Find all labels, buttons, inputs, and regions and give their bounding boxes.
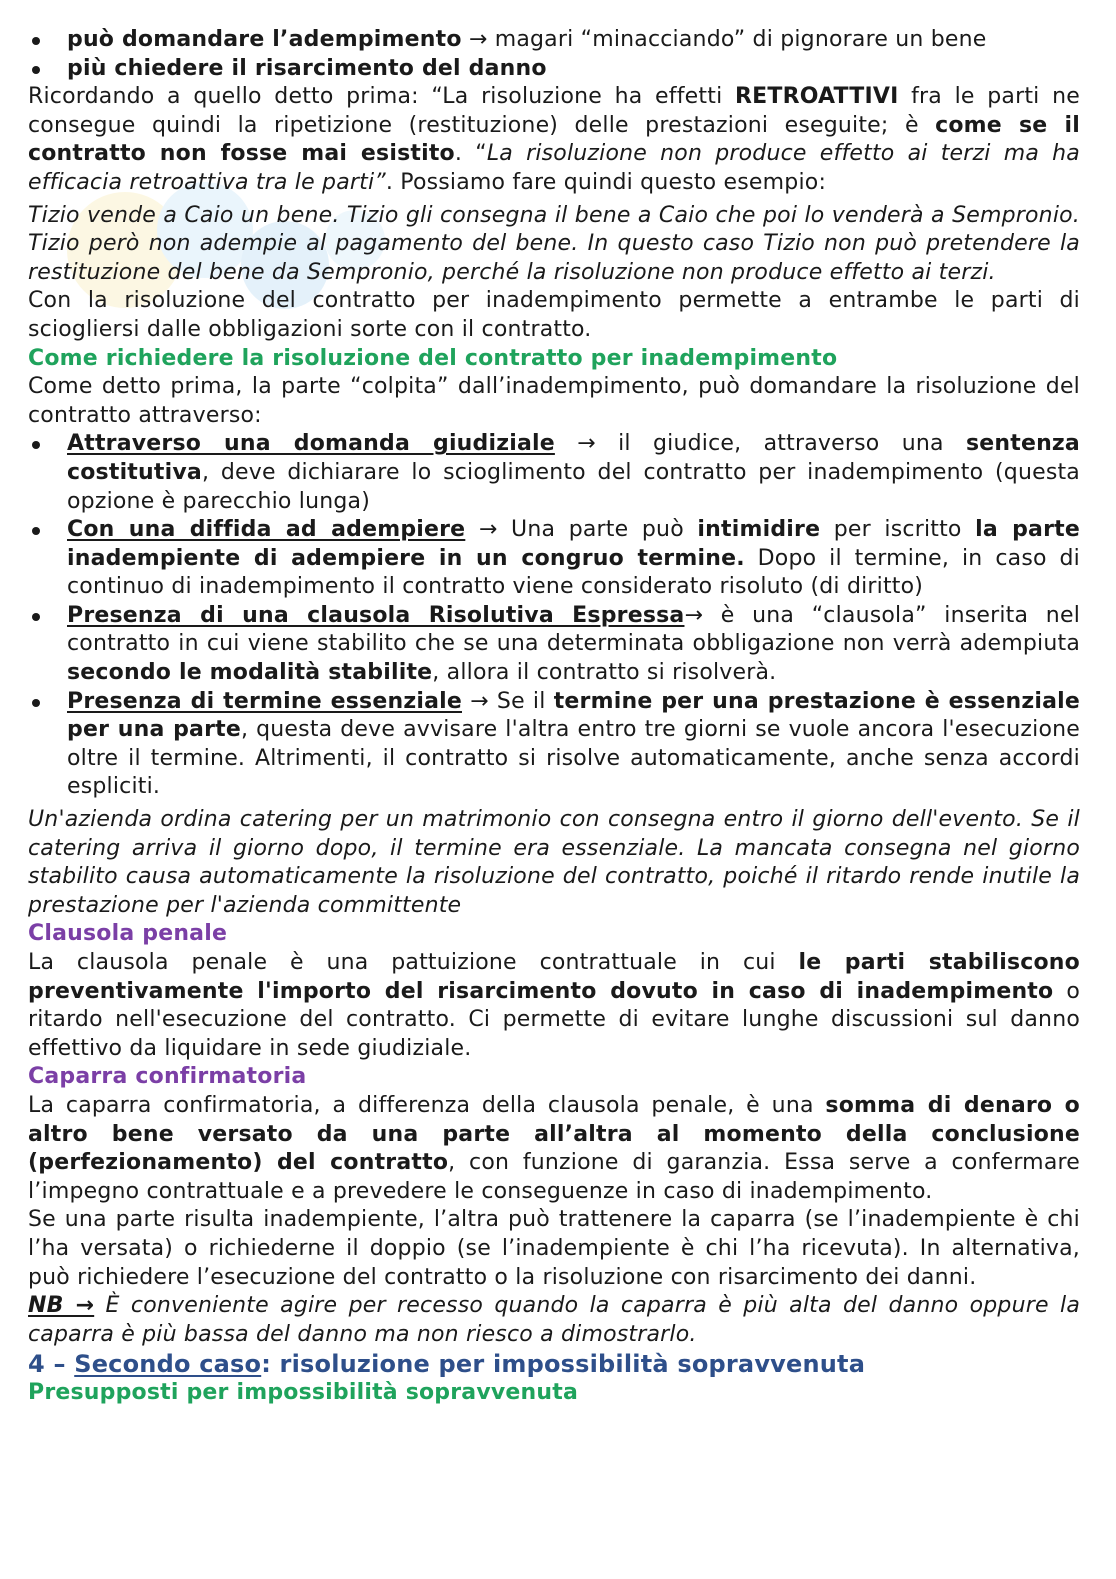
example-tizio-caio: Tizio vende a Caio un bene. Tizio gli consegna il bene a Caio che poi lo venderà a Sempronio. Tizio però non adempie al pagamento del bene. In questo caso Tizio non può pretendere la restituzione del bene da Sempronio, perché la risoluzione non produce effetto ai terzi. bbox=[28, 202, 1080, 285]
heading-richiedere-risoluzione: Come richiedere la risoluzione del contratto per inadempimento bbox=[28, 345, 838, 371]
list-item: Con una diffida ad adempiere → Una parte può intimidire per iscritto la parte inadempiente di adempiere in un congruo termine. Dopo il termine, in caso di continuo di inadempimento il contratto viene considerato risoluto (di diritto) bbox=[28, 516, 1080, 602]
document-page bbox=[28, 26, 1080, 1408]
paragraph-caparra-consequences: Se una parte risulta inadempiente, l’altra può trattenere la caparra (se l’inadempiente è chi l’ha versata) o richiederne il doppio (se l’inadempiente è chi l’ha ricevuta). In alternativa, può richiedere l’esecuzione del contratto o la risoluzione con risarcimento dei danni. bbox=[28, 1207, 1080, 1290]
heading-caparra-confirmatoria: Caparra confirmatoria bbox=[28, 1064, 307, 1090]
list-item: Attraverso una domanda giudiziale → il giudice, attraverso una sentenza costitutiva, deve dichiarare lo scioglimento del contratto per inadempimento (questa opzione è parecchio lunga) bbox=[28, 430, 1080, 516]
paragraph-retroactive-effects: Ricordando a quello detto prima: “La risoluzione ha effetti RETROATTIVI fra le parti ne consegue quindi la ripetizione (restituzione) delle prestazioni eseguite; è come se il contratto non fosse mai esistito. “La risoluzione non produce effetto ai terzi ma ha efficacia retroattiva tra le parti”. Possiamo fare quindi questo esempio: bbox=[28, 84, 1080, 195]
list-item: può domandare l’adempimento → magari “minacciando” di pignorare un bene bbox=[28, 26, 1080, 55]
paragraph-caparra: La caparra confirmatoria, a differenza della clausola penale, è una somma di denaro o altro bene versato da una parte all’altra al momento della conclusione (perfezionamento) del contratto, con funzione di garanzia. Essa serve a confermare l’impegno contrattuale e a prevedere le conseguenze in caso di inadempimento. bbox=[28, 1092, 1080, 1204]
list-item: più chiedere il risarcimento del danno bbox=[28, 55, 1080, 84]
list-item: Presenza di una clausola Risolutiva Espressa→ è una “clausola” inserita nel contratto in cui viene stabilito che se una determinata obbligazione non verrà adempiuta secondo le modalità stabilite, allora il contratto si risolverà. bbox=[28, 602, 1080, 688]
bullet-list-resolution-modes bbox=[28, 430, 1080, 802]
paragraph-resolution-effect: Con la risoluzione del contratto per inadempimento permette a entrambe le parti di sciogliersi dalle obbligazioni sorte con il contratto. bbox=[28, 288, 1080, 342]
example-catering: Un'azienda ordina catering per un matrimonio con consegna entro il giorno dell'evento. Se il catering arriva il giorno dopo, il termine era essenziale. La mancata consegna nel giorno stabilito causa automaticamente la risoluzione del contratto, poiché il ritardo rende inutile la prestazione per l'azienda committente bbox=[28, 807, 1080, 918]
list-item: Presenza di termine essenziale → Se il termine per una prestazione è essenziale per una parte, questa deve avvisare l'altra entro tre giorni se vuole ancora l'esecuzione oltre il termine. Altrimenti, il contratto si risolve automaticamente, anche senza accordi espliciti. bbox=[28, 688, 1080, 802]
heading-section-4: 4 – Secondo caso: risoluzione per impossibilità sopravvenuta bbox=[28, 1350, 866, 1379]
heading-presupposti: Presupposti per impossibilità sopravvenuta bbox=[28, 1380, 579, 1406]
paragraph-clausola-penale: La clausola penale è una pattuizione contrattuale in cui le parti stabiliscono preventivamente l'importo del risarcimento dovuto in caso di inadempimento o ritardo nell'esecuzione del contratto. Ci permette di evitare lunghe discussioni sul danno effettivo da liquidare in sede giudiziale. bbox=[28, 950, 1080, 1061]
note-nb: NB → È conveniente agire per recesso quando la caparra è più alta del danno oppure la caparra è più bassa del danno ma non riesco a dimostrarlo. bbox=[28, 1293, 1080, 1347]
bullet-list-creditor-options bbox=[28, 26, 1080, 83]
heading-clausola-penale: Clausola penale bbox=[28, 921, 228, 947]
paragraph-intro-modes: Come detto prima, la parte “colpita” dall’inadempimento, può domandare la risoluzione del contratto attraverso: bbox=[28, 374, 1080, 428]
